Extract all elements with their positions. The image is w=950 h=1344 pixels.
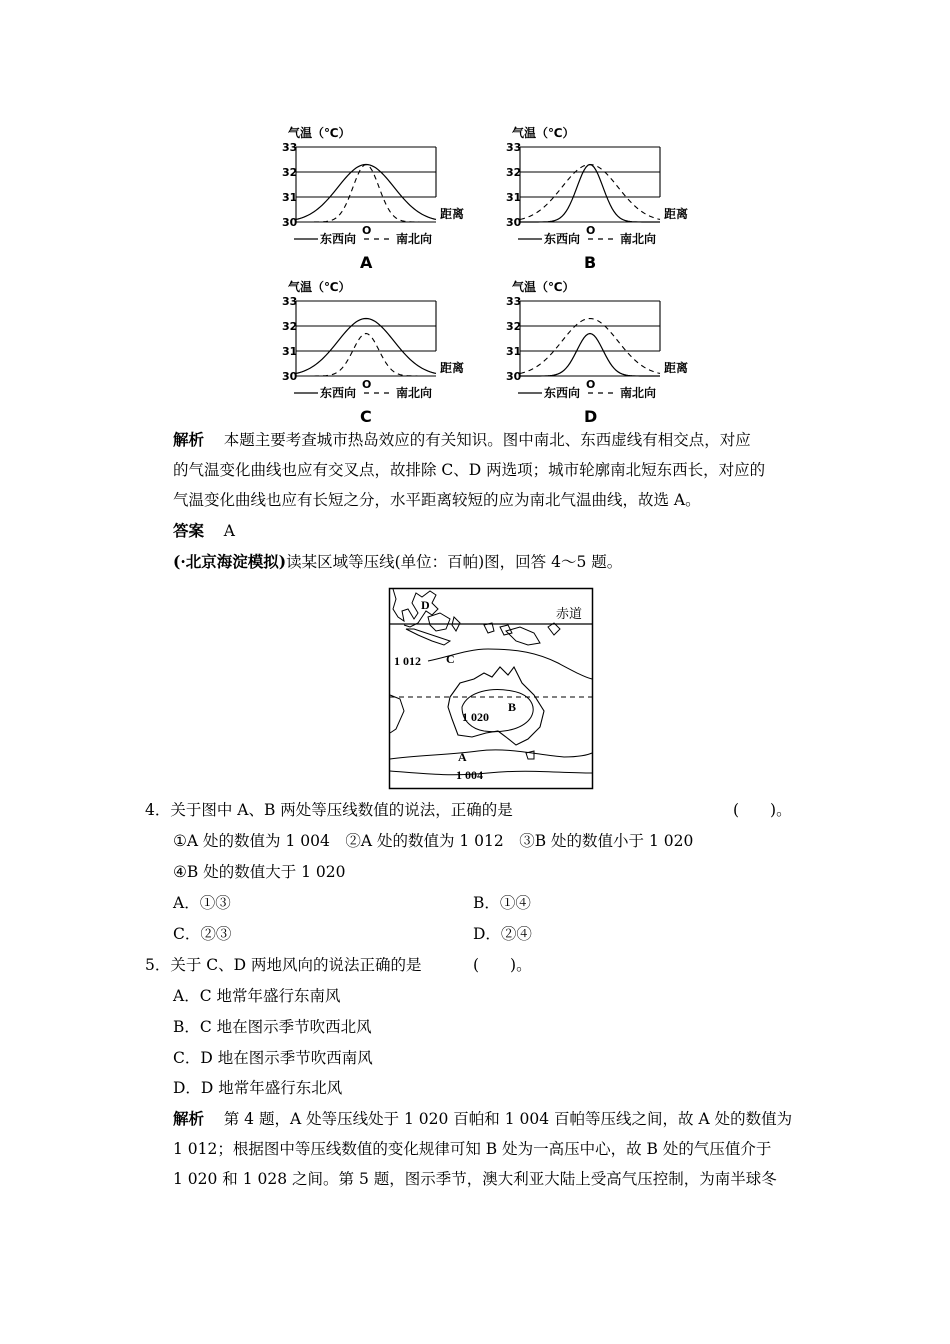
chart-d xyxy=(506,279,706,429)
analysis-1-line-3: 气温变化曲线也应有长短之分，水平距离较短的应为南北气温曲线，故选 A。 xyxy=(173,491,701,509)
chart-a xyxy=(282,125,482,275)
question-intro xyxy=(173,552,622,572)
analysis-label: 解析 xyxy=(173,430,205,449)
y-tick-label: 30 xyxy=(282,216,298,229)
legend-dashed-label: 南北向 xyxy=(396,386,433,400)
legend-dashed-label: 南北向 xyxy=(620,386,657,400)
series-north-south xyxy=(296,165,436,223)
analysis-2-line-2: 1 012；根据图中等压线数值的变化规律可知 B 处为一高压中心，故 B 处的气压值介于 xyxy=(173,1140,772,1158)
x-axis-label: 距离 xyxy=(440,207,465,221)
y-axis-title: 气温（℃） xyxy=(288,126,351,140)
chart-caption: D xyxy=(584,407,598,426)
map-label-a: A xyxy=(458,750,467,764)
isobar-map xyxy=(388,587,594,790)
q5-stem: 5．关于 C、D 两地风向的说法正确的是 xyxy=(145,956,422,974)
y-tick-label: 30 xyxy=(506,216,522,229)
y-axis-title: 气温（℃） xyxy=(512,280,575,294)
y-tick-label: 31 xyxy=(282,191,298,204)
y-tick-label: 33 xyxy=(282,141,298,154)
y-tick-label: 32 xyxy=(282,166,298,179)
series-north-south xyxy=(296,334,436,377)
origin-label: O xyxy=(586,378,596,391)
series-east-west xyxy=(296,165,436,220)
analysis-1 xyxy=(173,430,813,520)
intro-text: 读某区域等压线(单位：百帕)图，回答 4～5 题。 xyxy=(286,553,623,571)
intro-source: (·北京海淀模拟) xyxy=(173,552,287,571)
legend-dashed-label: 南北向 xyxy=(620,232,657,246)
map-label-d: D xyxy=(421,598,430,612)
analysis-2 xyxy=(173,1109,805,1199)
q4-options-line-1: ①A 处的数值为 1 004 ②A 处的数值为 1 012 ③B 处的数值小于 1 020 xyxy=(173,832,694,850)
origin-label: O xyxy=(586,224,596,237)
answer-1 xyxy=(173,521,235,541)
y-tick-label: 32 xyxy=(506,320,522,333)
series-north-south xyxy=(520,165,660,220)
y-tick-label: 31 xyxy=(506,191,522,204)
x-axis-label: 距离 xyxy=(440,361,465,375)
analysis-1-line-1: 本题主要考查城市热岛效应的有关知识。图中南北、东西虚线有相交点，对应 xyxy=(223,431,751,449)
y-tick-label: 32 xyxy=(506,166,522,179)
map-label-b: B xyxy=(508,700,517,714)
origin-label: O xyxy=(362,224,372,237)
q5-paren: ( )。 xyxy=(473,956,532,974)
chart-caption: B xyxy=(584,253,597,272)
y-tick-label: 31 xyxy=(506,345,522,358)
legend-solid-label: 东西向 xyxy=(544,232,581,246)
legend-solid-label: 东西向 xyxy=(544,386,581,400)
answer-value: A xyxy=(223,522,235,540)
answer-label: 答案 xyxy=(173,521,205,540)
y-tick-label: 30 xyxy=(282,370,298,383)
map-isobar-1020-label: 1 020 xyxy=(462,710,489,724)
legend-dashed-label: 南北向 xyxy=(396,232,433,246)
y-axis-title: 气温（℃） xyxy=(512,126,575,140)
chart-caption: C xyxy=(360,407,372,426)
y-tick-label: 33 xyxy=(506,141,522,154)
y-tick-label: 33 xyxy=(282,295,298,308)
y-tick-label: 30 xyxy=(506,370,522,383)
chart-b xyxy=(506,125,706,275)
legend-solid-label: 东西向 xyxy=(320,232,357,246)
q4-choice-b[interactable]: B．①④ xyxy=(473,894,531,912)
analysis-2-line-3: 1 020 和 1 028 之间。第 5 题，图示季节，澳大利亚大陆上受高气压控制，为南半球冬 xyxy=(173,1170,777,1188)
map-label-c: C xyxy=(446,652,455,666)
q5-choice-b[interactable]: B．C 地在图示季节吹西北风 xyxy=(173,1018,372,1036)
series-east-west xyxy=(520,165,660,223)
legend-solid-label: 东西向 xyxy=(320,386,357,400)
y-axis-title: 气温（℃） xyxy=(288,280,351,294)
q4-choice-a[interactable]: A．①③ xyxy=(173,894,231,912)
series-east-west xyxy=(520,334,660,377)
origin-label: O xyxy=(362,378,372,391)
q4-paren: ( )。 xyxy=(733,801,792,819)
y-tick-label: 31 xyxy=(282,345,298,358)
x-axis-label: 距离 xyxy=(664,207,689,221)
chart-c xyxy=(282,279,482,429)
series-east-west xyxy=(296,319,436,374)
y-tick-label: 32 xyxy=(282,320,298,333)
analysis-1-line-2: 的气温变化曲线也应有交叉点，故排除 C、D 两选项；城市轮廓南北短东西长，对应的 xyxy=(173,461,766,479)
q4-choice-d[interactable]: D．②④ xyxy=(473,925,532,943)
y-tick-label: 33 xyxy=(506,295,522,308)
q5-choice-c[interactable]: C．D 地在图示季节吹西南风 xyxy=(173,1049,373,1067)
q5-choice-a[interactable]: A．C 地常年盛行东南风 xyxy=(173,987,341,1005)
q5-choice-d[interactable]: D．D 地常年盛行东北风 xyxy=(173,1079,343,1097)
analysis-2-label: 解析 xyxy=(173,1109,205,1128)
map-isobar-1012-label: 1 012 xyxy=(394,654,421,668)
x-axis-label: 距离 xyxy=(664,361,689,375)
map-isobar-1004-label: 1 004 xyxy=(456,768,483,782)
analysis-2-line-1: 第 4 题，A 处等压线处于 1 020 百帕和 1 004 百帕等压线之间，故 A 处的数值为 xyxy=(223,1110,793,1128)
chart-caption: A xyxy=(360,253,373,272)
equator-label: 赤道 xyxy=(556,607,583,622)
q4-choice-c[interactable]: C．②③ xyxy=(173,925,232,943)
q4-stem: 4．关于图中 A、B 两处等压线数值的说法，正确的是 xyxy=(145,801,513,819)
q4-options-line-2: ④B 处的数值大于 1 020 xyxy=(173,863,346,881)
series-north-south xyxy=(520,319,660,374)
